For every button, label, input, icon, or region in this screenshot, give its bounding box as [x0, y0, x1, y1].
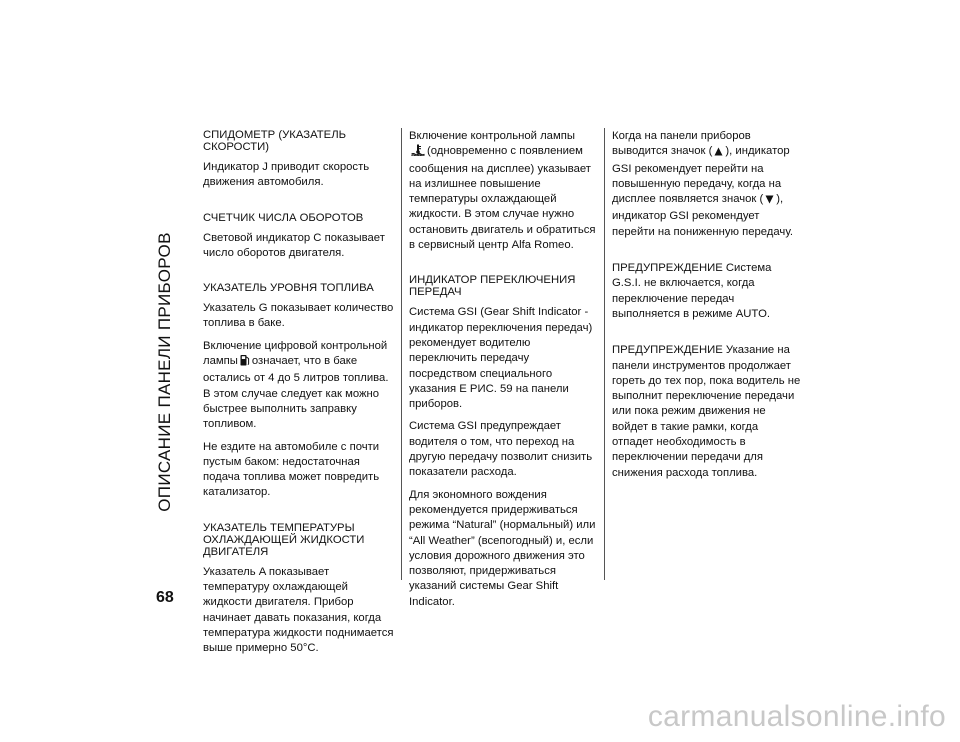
page-number: 68 [156, 589, 174, 606]
upshift-arrow-icon [714, 146, 723, 161]
section-title: ОПИСАНИЕ ПАНЕЛИ ПРИБОРОВ [155, 232, 174, 512]
paragraph-gsi-icons: Когда на панели приборов выводится значок ( ), индикатор GSI рекомендует перейти на повышенную передачу, когда на дисплее появляется значок ( ), индикатор GSI рекомендует перейти на пониженную передачу. [612, 130, 793, 238]
paragraph-coolant-warning: Включение контрольной лампы (одновременно с появлением сообщения на дисплее) указывает на излишнее повышение температуры охлаждающей жидкости. В этом случае нужно остановить двигатель и обратиться в сервисный центр Alfa Romeo. [409, 130, 596, 252]
paragraph-tachometer: Световой индикатор C показывает число оборотов двигателя. [203, 231, 385, 259]
paragraph-fuel-caution: Не ездите на автомобиле с почти пустым баком: недостаточная подача топлива может повредить катализатор. [203, 440, 380, 499]
heading-coolant-temp: УКАЗАТЕЛЬ ТЕМПЕРАТУРЫ ОХЛАЖДАЮЩЕЙ ЖИДКОСТИ ДВИГАТЕЛЯ [203, 521, 365, 558]
heading-fuel-gauge: УКАЗАТЕЛЬ УРОВНЯ ТОПЛИВА [203, 282, 374, 295]
paragraph-warning-auto: ПРЕДУПРЕЖДЕНИЕ Система G.S.I. не включается, когда переключение передач выполняется в режиме AUTO. [612, 262, 772, 320]
column-divider-2 [604, 128, 605, 580]
paragraph-gsi-economy: Система GSI предупреждает водителя о том, что переход на другую передачу позволит снизить показатели расхода. [409, 420, 593, 479]
column-divider-1 [401, 128, 402, 580]
column-3 [612, 129, 802, 488]
column-2 [409, 129, 599, 617]
heading-speedometer: СПИДОМЕТР (УКАЗАТЕЛЬ СКОРОСТИ) [203, 129, 347, 153]
paragraph-warning-indicator: ПРЕДУПРЕЖДЕНИЕ Указание на панели инструментов продолжает гореть до тех пор, пока водитель не выполнит переключение передачи или пока режим движения не войдет в такие рамки, когда отпадет необходимость в переключении передачи для снижения расхода топлива. [612, 344, 801, 479]
downshift-arrow-icon [765, 194, 774, 209]
paragraph-fuel-gauge: Указатель G показывает количество топлива в баке. [203, 302, 394, 330]
heading-gsi: ИНДИКАТОР ПЕРЕКЛЮЧЕНИЯ ПЕРЕДАЧ [409, 274, 576, 299]
coolant-temperature-icon [411, 144, 425, 161]
paragraph-speedometer: Индикатор J приводит скорость движения автомобиля. [203, 161, 370, 189]
paragraph-gsi-intro: Система GSI (Gear Shift Indicator - индикатор переключения передач) рекомендует водителю переключить передачу посредством специального указания E РИС. 59 на панели приборов. [409, 306, 593, 411]
fuel-pump-icon [240, 354, 250, 371]
watermark: carmanualsonline.info [647, 700, 946, 733]
paragraph-coolant-temp: Указатель A показывает температуру охлаждающей жидкости двигателя. Прибор начинает давать показания, когда температура жидкости поднимается выше примерно 50°C. [203, 565, 394, 655]
heading-tachometer: СЧЕТЧИК ЧИСЛА ОБОРОТОВ [203, 211, 364, 224]
column-1 [203, 129, 395, 664]
paragraph-gsi-driving: Для экономного вождения рекомендуется придерживаться режима “Natural” (нормальный) или “All Weather” (всепогодный) и, если условия дорожного движения это позволяют, придерживаться указаний системы Gear Shift Indicator. [409, 488, 596, 608]
paragraph-fuel-warning: Включение цифровой контрольной лампы означает, что в баке остались от 4 до 5 литров топлива. В этом случае следует как можно быстрее выполнить заправку топливом. [203, 339, 389, 431]
